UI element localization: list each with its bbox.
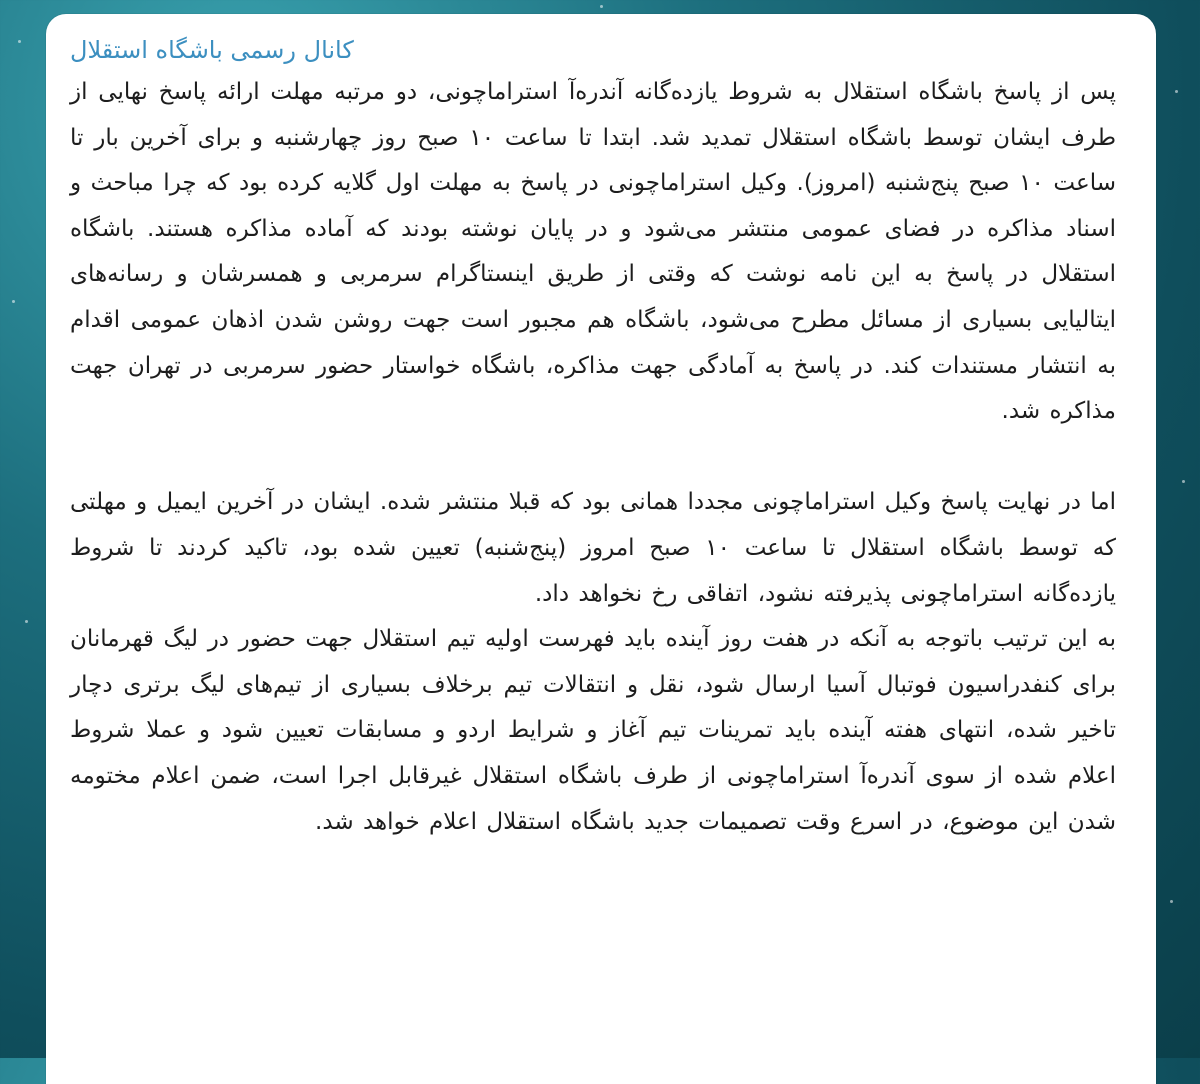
channel-name-link[interactable]: کانال رسمی باشگاه استقلال [70, 36, 354, 64]
message-paragraph-2: اما در نهایت پاسخ وکیل استراماچونی مجددا همانی بود که قبلا منتشر شده. ایشان در آخرین ایمیل و مهلتی که توسط باشگاه استقلال تا ساعت ۱۰ صبح امروز (پنج‌شنبه) تعیین شده بود، تاکید کردند تا شروط یازده‌گانه استراماچونی پذیرفته نشود، اتفاقی رخ نخواهد داد. [70, 489, 1116, 607]
message-text [70, 70, 1116, 845]
background-star [18, 40, 21, 43]
paragraph-spacer [70, 435, 1116, 481]
background-star [1175, 90, 1178, 93]
message-paragraph-3: به این ترتیب باتوجه به آنکه در هفت روز آینده باید فهرست اولیه تیم استقلال جهت حضور در لیگ قهرمانان برای کنفدراسیون فوتبال آسیا ارسال شود، نقل و انتقالات تیم برخلاف بسیاری از تیم‌های لیگ برتری دچار تاخیر شده، انتهای هفته آینده باید تمرینات تیم آغاز و شرایط اردو و مسابقات تعیین شود و عملا شروط اعلام شده از سوی آندره‌آ استراماچونی از طرف باشگاه استقلال غیرقابل اجرا است، ضمن اعلام مختومه شدن این موضوع، در اسرع وقت تصمیمات جدید باشگاه استقلال اعلام خواهد شد. [70, 626, 1116, 835]
background-star [1170, 900, 1173, 903]
background-star [1182, 480, 1185, 483]
message-paragraph-1: پس از پاسخ باشگاه استقلال به شروط یازده‌گانه آندره‌آ استراماچونی، دو مرتبه مهلت ارائه پاسخ نهایی از طرف ایشان توسط باشگاه استقلال تمدید شد. ابتدا تا ساعت ۱۰ صبح روز چهارشنبه و برای آخرین بار تا ساعت ۱۰ صبح پنج‌شنبه (امروز). وکیل استراماچونی در پاسخ به مهلت اول گلایه کرده بود که چرا مباحث و اسناد مذاکره در فضای عمومی منتشر می‌شود و در پایان نوشته بودند که آماده مذاکره هستند. باشگاه استقلال در پاسخ به این نامه نوشت که وقتی از طریق اینستاگرام سرمربی و همسرشان و رسانه‌های ایتالیایی بسیاری از مسائل مطرح می‌شود، باشگاه هم مجبور است جهت روشن شدن اذهان عمومی اقدام به انتشار مستندات کند. در پاسخ به آمادگی جهت مذاکره، باشگاه خواستار حضور سرمربی در تهران جهت مذاکره شد. [70, 79, 1116, 425]
background-star [600, 5, 603, 8]
background-star [12, 300, 15, 303]
background-star [25, 620, 28, 623]
message-bubble [46, 14, 1156, 1084]
